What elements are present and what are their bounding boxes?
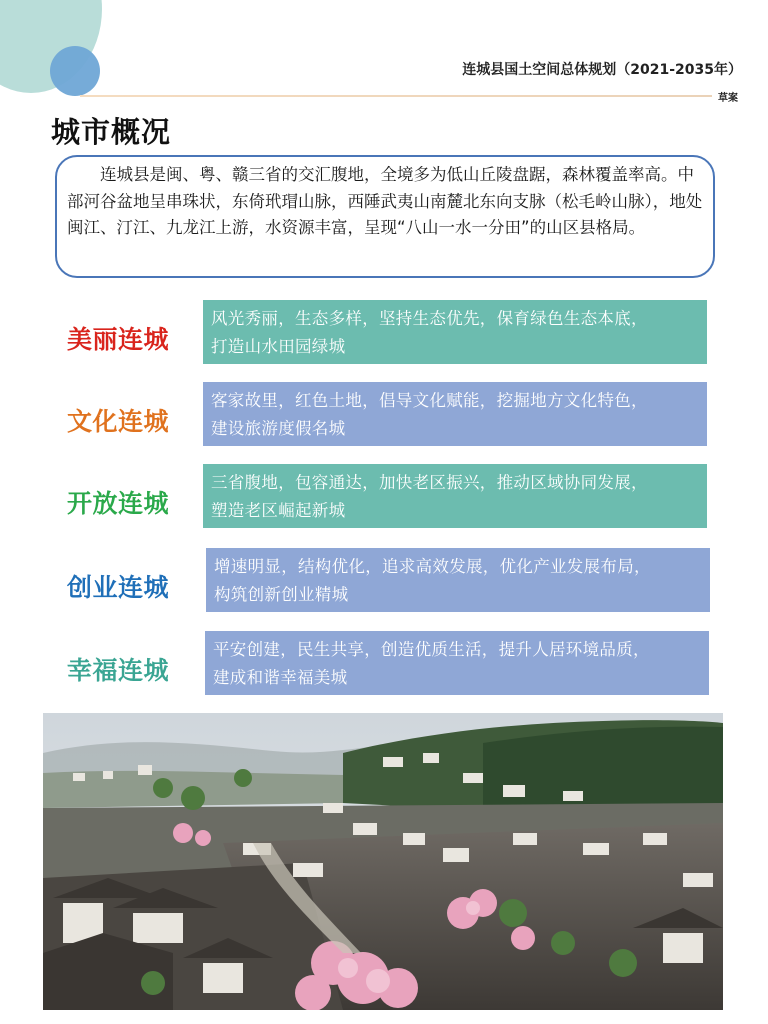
theme-description (206, 548, 710, 612)
theme-name: 美丽连城 (67, 325, 170, 354)
theme-description-line: 风光秀丽，生态多样，坚持生态优先，保育绿色生态本底， (211, 309, 648, 328)
village-landscape-photo (43, 713, 723, 1010)
theme-description (203, 382, 707, 446)
theme-row-entrepreneurship (0, 548, 768, 614)
theme-description-line: 建成和谐幸福美城 (213, 668, 348, 687)
theme-name: 开放连城 (67, 489, 170, 518)
theme-description (203, 464, 707, 528)
decorative-circle-small (50, 46, 100, 96)
theme-description (205, 631, 709, 695)
theme-name: 创业连城 (67, 573, 170, 602)
draft-label: 草案 (712, 89, 738, 104)
theme-name: 文化连城 (67, 407, 170, 436)
theme-description-line: 塑造老区崛起新城 (211, 501, 346, 520)
theme-row-beautiful (0, 300, 768, 366)
theme-description (203, 300, 707, 364)
theme-row-happiness (0, 631, 768, 697)
theme-name: 幸福连城 (67, 656, 170, 685)
theme-row-open (0, 464, 768, 530)
theme-description-line: 三省腹地，包容通达，加快老区振兴，推动区域协同发展， (211, 473, 648, 492)
document-title: 连城县国土空间总体规划（2021-2035年） (462, 62, 742, 78)
theme-description-line: 增速明显，结构优化，追求高效发展，优化产业发展布局， (214, 557, 651, 576)
page-title: 城市概况 (51, 115, 172, 149)
theme-description-line: 建设旅游度假名城 (211, 419, 346, 438)
theme-description-line: 平安创建，民生共享，创造优质生活，提升人居环境品质， (213, 640, 650, 659)
header-divider (80, 95, 738, 97)
theme-row-culture (0, 382, 768, 448)
theme-description-line: 构筑创新创业精城 (214, 585, 349, 604)
theme-description-line: 打造山水田园绿城 (211, 337, 346, 356)
theme-description-line: 客家故里，红色土地，倡导文化赋能，挖掘地方文化特色， (211, 391, 648, 410)
intro-paragraph: 连城县是闽、粤、赣三省的交汇腹地，全境多为低山丘陵盘踞，森林覆盖率高。中部河谷盆地呈串珠状，东倚玳瑁山脉，西陲武夷山南麓北东向支脉（松毛岭山脉），地处闽江、汀江、九龙江上游，水资源丰富，呈现“八山一水一分田”的山区县格局。 (55, 155, 715, 278)
